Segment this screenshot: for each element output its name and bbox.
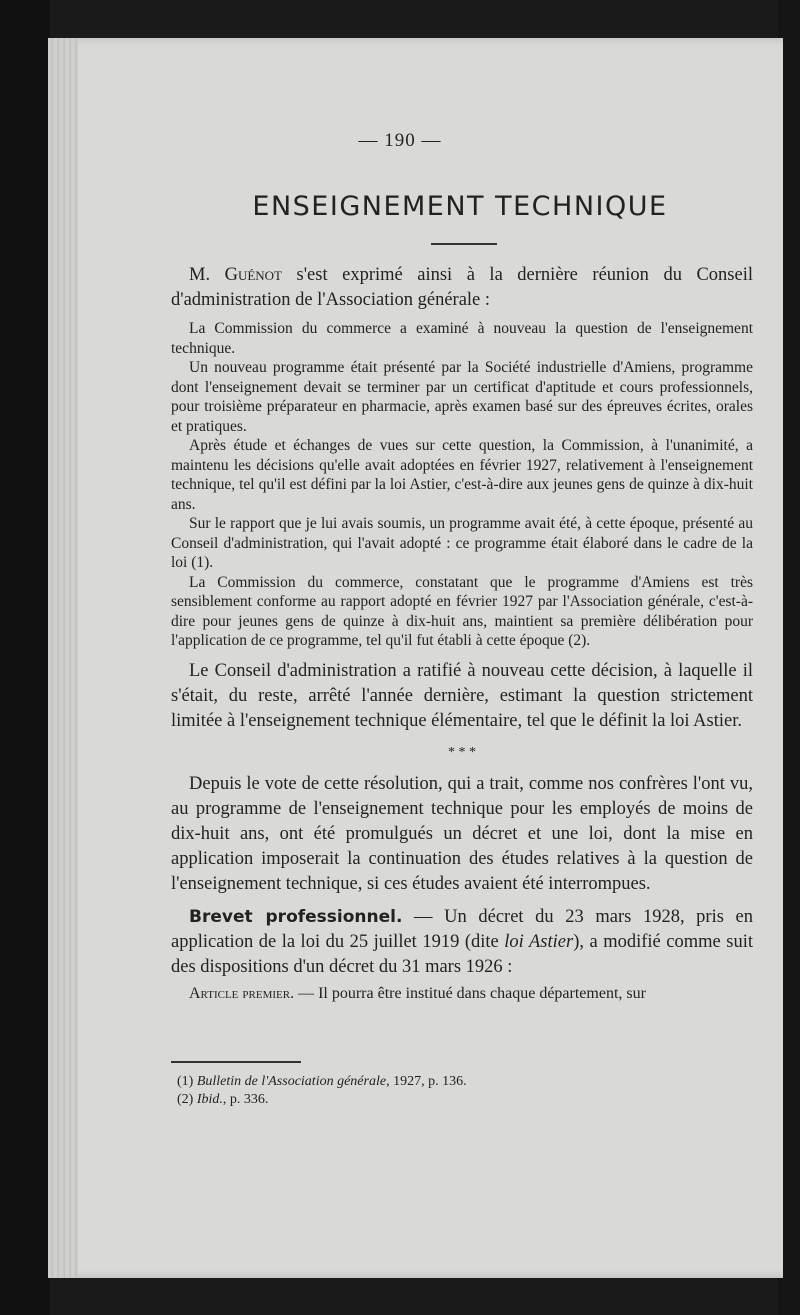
- intro-paragraph: [171, 263, 753, 313]
- footnote: [171, 1073, 753, 1091]
- article-text: — Il pourra être institué dans chaque département, sur: [294, 984, 646, 1002]
- footnote-ref: , p. 336.: [222, 1091, 269, 1107]
- footnote-number: (2): [177, 1091, 197, 1107]
- brevet-text-before: — Un décret du 23 mars 1928, pris en application de la loi du 25 juillet 1919 (dite: [171, 906, 753, 952]
- article-paragraph: [171, 984, 753, 1004]
- page-edges: [48, 38, 78, 1278]
- page-number: — 190 —: [358, 130, 442, 151]
- footnote-source: Bulletin de l'Association générale: [196, 1073, 387, 1089]
- title-rule: [431, 243, 497, 245]
- depuis-paragraph: Depuis le vote de cette résolution, qui a trait, comme nos confrères l'ont vu, au programme de l'enseignement technique pour les employés de moins de dix-huit ans, ont été promulgués un décret et une loi, dont la mise en application imposerait la continuation des études relatives à la question de l'enseignement technique, si ces études avaient été interrompues.: [171, 773, 753, 894]
- quote-paragraph: Sur le rapport que je lui avais soumis, un programme avait été, à cette époque, présenté au Conseil d'administration, qui l'avait adopté : ce programme était élaboré dans le cadre de la loi (1).: [171, 515, 753, 571]
- intro-text: s'est exprimé ainsi à la dernière réunion du Conseil d'administration de l'Association générale :: [171, 265, 753, 310]
- ratification-paragraph: Le Conseil d'administration a ratifié à nouveau cette décision, à laquelle il s'était, du reste, arrêté l'année dernière, estimant la question strictement limitée à l'enseignement technique élémentaire, tel que le définit la loi Astier.: [171, 660, 753, 731]
- footnotes: [171, 1061, 753, 1109]
- footnote-ref: , 1927, p. 136.: [386, 1073, 467, 1089]
- brevet-heading: Brevet professionnel.: [189, 906, 403, 927]
- footnote-rule: [171, 1061, 301, 1063]
- body-text: [171, 263, 753, 1003]
- quote-paragraph: Après étude et échanges de vues sur cette question, la Commission, à l'unanimité, a maintenu les décisions qu'elle avait adoptées en février 1927, relativement à l'enseignement technique, tel qu'il est défini par la loi Astier, c'est-à-dire aux jeunes gens de quinze à dix-huit ans.: [171, 437, 753, 513]
- quote-paragraph: Un nouveau programme était présenté par la Société industrielle d'Amiens, programme dont l'enseignement devait se terminer par un certificat d'aptitude et cours professionnels, pour troisième préparateur en pharmacie, après examen basé sur des épreuves écrites, orales et pratiques.: [171, 359, 753, 435]
- scan-background-left: [0, 0, 50, 1315]
- footnote-source: Ibid.: [196, 1091, 223, 1107]
- speaker-name: M. Guénot: [189, 265, 282, 285]
- quote-paragraph: La Commission du commerce a examiné à nouveau la question de l'enseignement technique.: [171, 320, 753, 357]
- article-label: Article premier.: [189, 984, 295, 1002]
- footnote: [171, 1091, 753, 1109]
- brevet-italic: loi Astier: [504, 931, 574, 952]
- footnote-number: (1): [177, 1073, 197, 1089]
- brevet-text-after: ), a modifié comme suit des dispositions d'un décret du 31 mars 1926 :: [171, 931, 753, 977]
- page-title: ENSEIGNEMENT TECHNIQUE: [252, 191, 668, 222]
- quote-paragraph: La Commission du commerce, constatant que le programme d'Amiens est très sensiblement conforme au rapport adopté en février 1927 par l'Association générale, c'est-à-dire pour jeunes gens de quinze à dix-huit ans, maintient sa première délibération pour l'application de ce programme, tel qu'il fut établi à cette époque (2).: [171, 573, 753, 649]
- section-separator: * * *: [448, 744, 476, 760]
- brevet-paragraph: [171, 905, 753, 980]
